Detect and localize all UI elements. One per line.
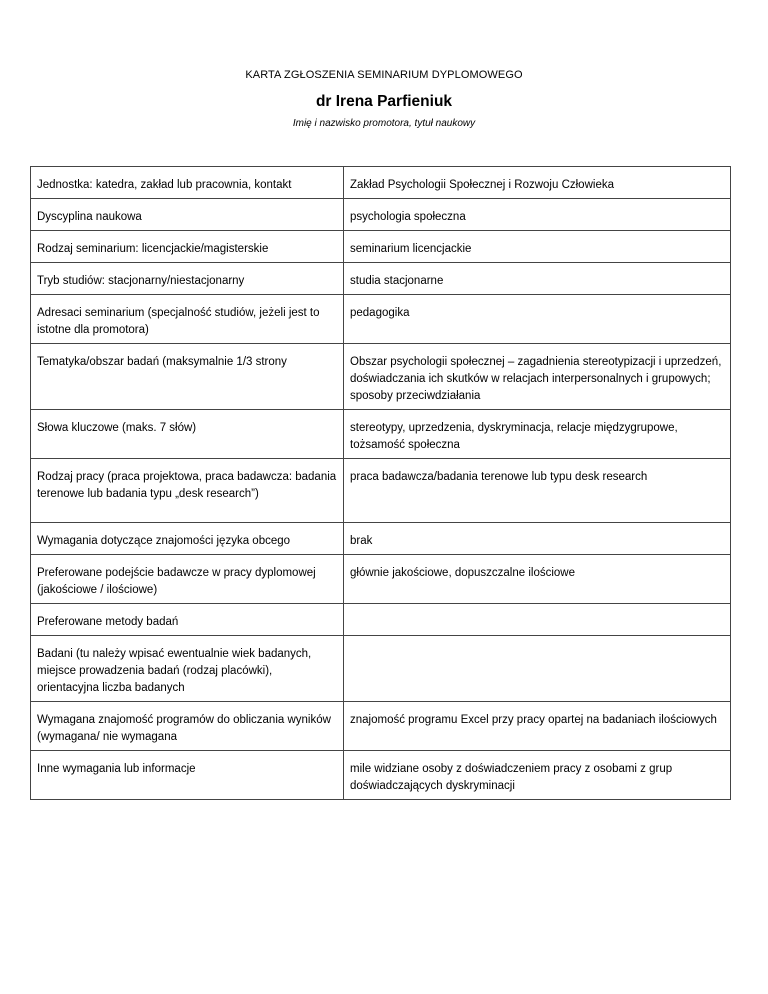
row-label: Tryb studiów: stacjonarny/niestacjonarny [31,263,344,295]
row-value: studia stacjonarne [344,263,731,295]
table-row [31,459,731,523]
row-value: głównie jakościowe, dopuszczalne ilościowe [344,555,731,604]
table-row [31,199,731,231]
row-value: Obszar psychologii społecznej – zagadnienia stereotypizacji i uprzedzeń, doświadczania ich skutków w relacjach interpersonalnych i grupowych; sposoby przeciwdziałania [344,344,731,410]
row-value [344,604,731,636]
row-value: znajomość programu Excel przy pracy opartej na badaniach ilościowych [344,702,731,751]
row-value: praca badawcza/badania terenowe lub typu desk research [344,459,731,523]
table-row [31,231,731,263]
row-value: psychologia społeczna [344,199,731,231]
row-label: Inne wymagania lub informacje [31,751,344,800]
row-label: Preferowane podejście badawcze w pracy dyplomowej (jakościowe / ilościowe) [31,555,344,604]
row-label: Rodzaj seminarium: licencjackie/magisterskie [31,231,344,263]
promoter-caption: Imię i nazwisko promotora, tytuł naukowy [292,118,476,129]
row-label: Jednostka: katedra, zakład lub pracownia, kontakt [31,167,344,199]
table-row [31,410,731,459]
row-value [344,636,731,702]
seminar-form-table [30,166,731,800]
row-value: brak [344,523,731,555]
row-label: Słowa kluczowe (maks. 7 słów) [31,410,344,459]
row-value: stereotypy, uprzedzenia, dyskryminacja, relacje międzygrupowe, tożsamość społeczna [344,410,731,459]
row-label: Wymagana znajomość programów do obliczania wyników (wymagana/ nie wymagana [31,702,344,751]
row-value: seminarium licencjackie [344,231,731,263]
table-row [31,295,731,344]
row-value: mile widziane osoby z doświadczeniem pracy z osobami z grup doświadczających dyskryminacji [344,751,731,800]
table-row [31,344,731,410]
row-value: pedagogika [344,295,731,344]
table-row [31,702,731,751]
table-row [31,636,731,702]
table-row [31,555,731,604]
table-row [31,604,731,636]
row-label: Badani (tu należy wpisać ewentualnie wiek badanych, miejsce prowadzenia badań (rodzaj placówki), orientacyjna liczba badanych [31,636,344,702]
table-row [31,751,731,800]
row-label: Preferowane metody badań [31,604,344,636]
table-row [31,263,731,295]
form-title: KARTA ZGŁOSZENIA SEMINARIUM DYPLOMOWEGO [245,69,523,81]
row-label: Wymagania dotyczące znajomości języka obcego [31,523,344,555]
row-label: Tematyka/obszar badań (maksymalnie 1/3 strony [31,344,344,410]
row-label: Adresaci seminarium (specjalność studiów, jeżeli jest to istotne dla promotora) [31,295,344,344]
table-row [31,523,731,555]
row-label: Dyscyplina naukowa [31,199,344,231]
row-label: Rodzaj pracy (praca projektowa, praca badawcza: badania terenowe lub badania typu „desk research”) [31,459,344,523]
row-value: Zakład Psychologii Społecznej i Rozwoju Człowieka [344,167,731,199]
table-row [31,167,731,199]
promoter-name: dr Irena Parfieniuk [315,93,453,110]
